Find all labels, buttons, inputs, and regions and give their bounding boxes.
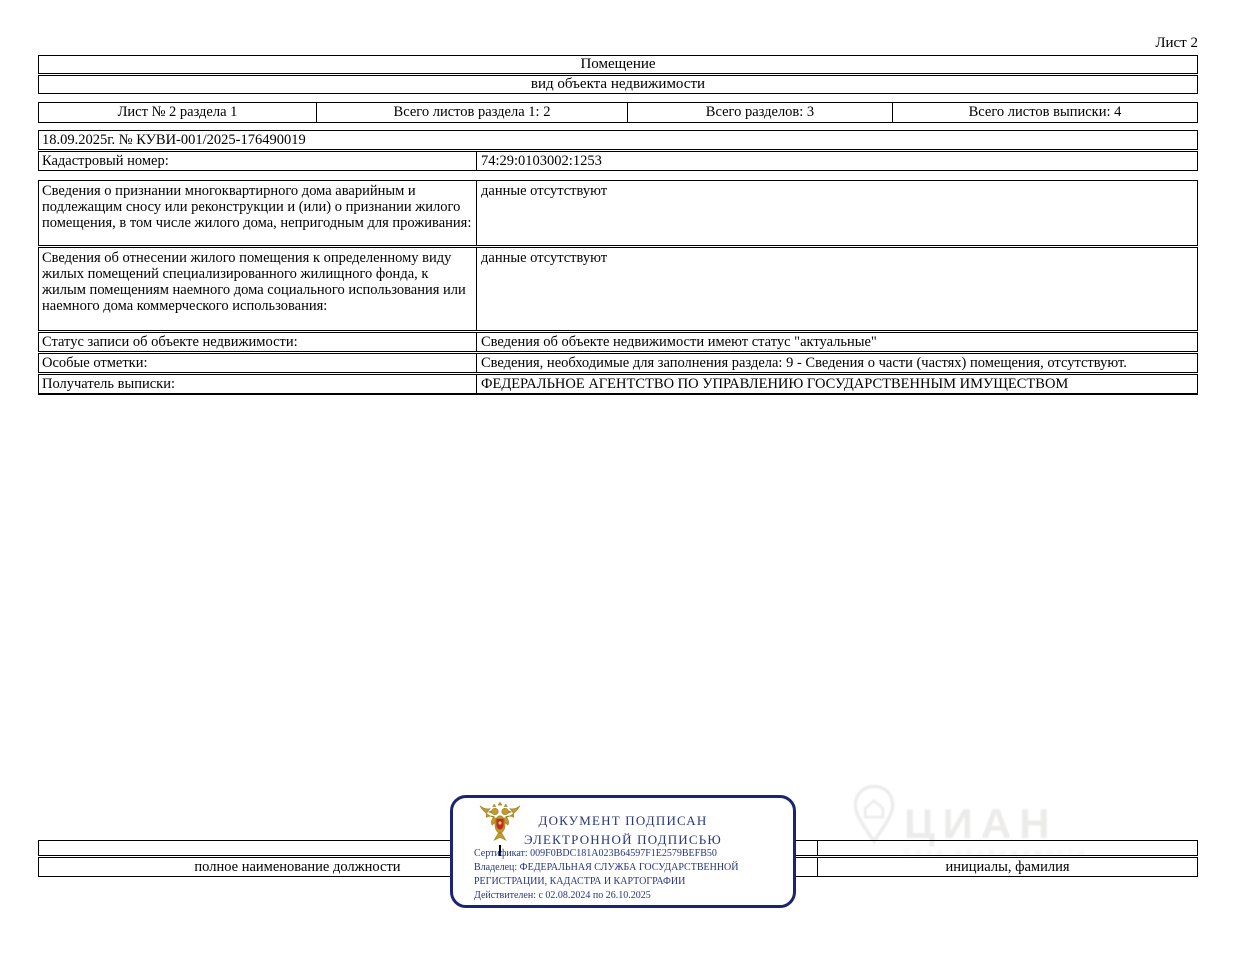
special-notes-label: Особые отметки: (42, 355, 148, 371)
total-sections-cell: Всего разделов: 3 (627, 103, 892, 122)
recipient-label: Получатель выписки: (42, 376, 175, 392)
object-type-caption-row (38, 75, 1198, 94)
total-extract-sheets-cell: Всего листов выписки: 4 (892, 103, 1197, 122)
cian-pin-icon (852, 784, 896, 846)
emergency-status-label: Сведения о признании многоквартирного дома аварийным и подлежащим сносу или реконструкции и (или) о признании жилого помещения, в том числе жилого дома, непригодным для проживания: (42, 183, 472, 231)
sheet-number-label: Лист 2 (1155, 35, 1198, 51)
record-status-value: Сведения об объекте недвижимости имеют статус "актуальные" (476, 333, 1197, 351)
housing-fund-value: данные отсутствуют (476, 248, 1197, 330)
object-type-table (38, 55, 1198, 95)
special-notes-value: Сведения, необходимые для заполнения раздела: 9 - Сведения о части (частях) помещения, отсутствуют. (476, 354, 1197, 372)
sheet-number-cell: Лист № 2 раздела 1 (117, 104, 238, 120)
object-type-value: Помещение (580, 56, 656, 72)
sheets-info-table (38, 102, 1198, 124)
object-type-caption: вид объекта недвижимости (530, 76, 706, 92)
stamp-certificate: Сертификат: 009F0BDC181A023B64597F1E2579BEFB50 (474, 848, 717, 859)
cadastral-number-value: 74:29:0103002:1253 (476, 152, 1197, 170)
housing-fund-row (38, 247, 1198, 331)
stamp-title-line2: ЭЛЕКТРОННОЙ ПОДПИСЬЮ (524, 832, 722, 847)
record-status-row (38, 332, 1198, 352)
stamp-validity: Действителен: с 02.08.2024 по 26.10.2025 (474, 890, 651, 901)
doc-date-number: 18.09.2025г. № КУВИ-001/2025-176490019 (42, 131, 306, 148)
details-table (38, 180, 1198, 396)
housing-fund-label: Сведения об отнесении жилого помещения к определенному виду жилых помещений специализированного жилищного фонда, к жилым помещениям наемного дома социального использования или наемного дома коммерческого использования: (42, 250, 466, 314)
stamp-details (474, 847, 787, 903)
stamp-owner-line2: РЕГИСТРАЦИИ, КАДАСТРА И КАРТОГРАФИИ (474, 876, 686, 887)
stamp-owner-line1: Владелец: ФЕДЕРАЛЬНАЯ СЛУЖБА ГОСУДАРСТВЕННОЙ (474, 862, 739, 873)
cadastral-number-row (38, 151, 1198, 171)
cian-subtitle-text: база недвижимости (904, 847, 1090, 859)
name-signature-cell (817, 841, 1197, 855)
sheets-info-row (38, 102, 1198, 123)
recipient-value: ФЕДЕРАЛЬНОЕ АГЕНТСТВО ПО УПРАВЛЕНИЮ ГОСУДАРСТВЕННЫМ ИМУЩЕСТВОМ (476, 375, 1197, 393)
special-notes-row (38, 353, 1198, 373)
position-caption: полное наименование должности (194, 858, 401, 875)
emergency-status-row (38, 180, 1198, 246)
cadastral-number-label: Кадастровый номер: (42, 153, 169, 169)
recipient-row (38, 374, 1198, 395)
doc-number-table (38, 130, 1198, 172)
doc-date-number-row (38, 130, 1198, 150)
stamp-title (453, 811, 793, 849)
stamp-title-line1: ДОКУМЕНТ ПОДПИСАН (538, 813, 708, 828)
cian-brand-text: ЦИАН (904, 800, 1058, 847)
signature-stamp (450, 795, 796, 908)
object-type-row (38, 55, 1198, 74)
record-status-label: Статус записи об объекте недвижимости: (42, 334, 298, 350)
name-caption: инициалы, фамилия (817, 858, 1197, 876)
emergency-status-value: данные отсутствуют (476, 181, 1197, 245)
total-sheets-section-cell: Всего листов раздела 1: 2 (316, 103, 627, 122)
